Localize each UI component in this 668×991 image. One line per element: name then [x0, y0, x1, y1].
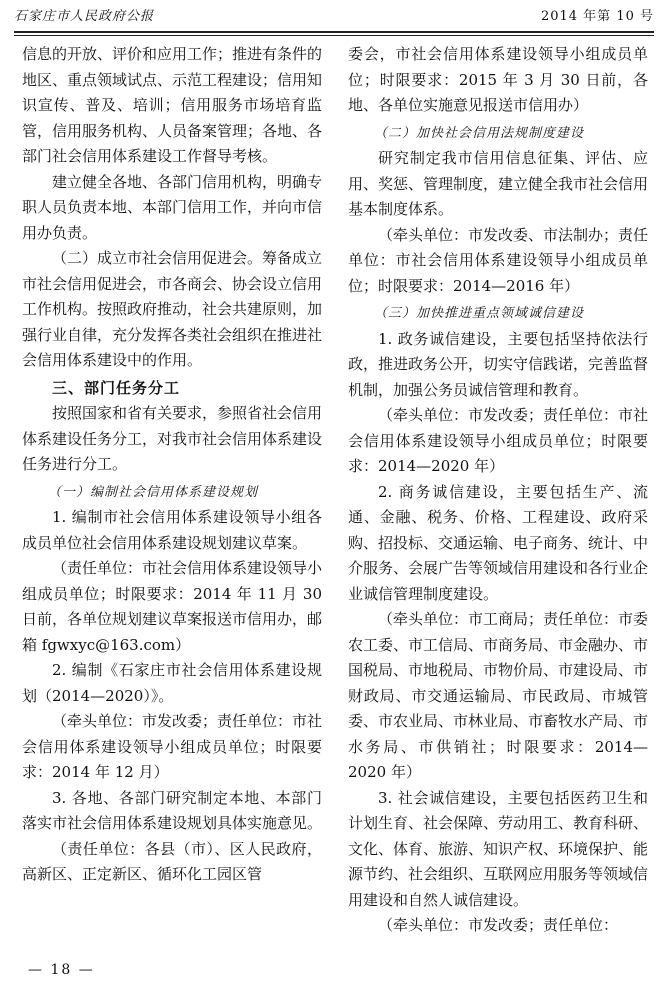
right-column	[348, 42, 648, 939]
paragraph: （责任单位：各县（市）、区人民政府，高新区、正定新区、循环化工园区管	[22, 839, 322, 883]
paragraph: （牵头单位：市发改委、市法制办；责任单位：市社会信用体系建设领导小组成员单位；时限要求：2014—2016 年）	[348, 225, 649, 295]
left-column	[22, 42, 322, 888]
paragraph: 2. 商务诚信建设，主要包括生产、流通、金融、税务、价格、工程建设、政府采购、招投标、交通运输、电子商务、统计、中介服务、会展广告等领域信用建设和各行业企业诚信管理制度建设。	[348, 482, 649, 603]
subsection-heading: （三）加快推进重点领域诚信建设	[374, 306, 585, 321]
paragraph: （牵头单位：市发改委；责任单位：市社会信用体系建设领导小组成员单位；时限要求：2014—2020 年）	[348, 406, 649, 475]
section-heading: 三、部门任务分工	[52, 378, 181, 397]
paragraph: 3. 各地、各部门研究制定本地、本部门落实市社会信用体系建设规划具体实施意见。	[22, 788, 323, 832]
header-rule-thick	[14, 31, 654, 33]
paragraph: 建立健全各地、各部门信用机构，明确专职人员负责本地、本部门信用工作，并向市信用办负责。	[22, 172, 323, 242]
paragraph: 2. 编制《石家庄市社会信用体系建设规划（2014—2020）》。	[22, 661, 322, 705]
paragraph: （责任单位：市社会信用体系建设领导小组成员单位；时限要求：2014 年 11 月 30 日前，各单位规划建议草案报送市信用办，邮箱 fgwxyc@163.com）	[22, 559, 323, 654]
running-header	[14, 4, 654, 30]
subsection-heading: （一）编制社会信用体系建设规划	[48, 484, 259, 500]
journal-title: 石家庄市人民政府公报	[14, 9, 155, 24]
header-rule-thin	[14, 35, 654, 36]
paragraph: 按照国家和省有关要求，参照省社会信用体系建设任务分工，对我市社会信用体系建设任务进行分工。	[22, 404, 323, 473]
paragraph: 3. 社会诚信建设，主要包括医药卫生和计划生育、社会保障、劳动用工、教育科研、文化、体育、旅游、知识产权、环境保护、能源节约、社会组织、互联网应用服务等领域信用建设和自然人诚信建设。	[348, 788, 649, 909]
paragraph: （牵头单位：市发改委；责任单位：市社会信用体系建设领导小组成员单位；时限要求：2014 年 12 月）	[22, 712, 323, 781]
paragraph: 委会，市社会信用体系建设领导小组成员单位；时限要求：2015 年 3 月 30 日前，各地、各单位实施意见报送市信用办）	[348, 45, 648, 114]
paragraph: （牵头单位：市工商局；责任单位：市委农工委、市工信局、市商务局、市金融办、市国税局、市地税局、市物价局、市建设局、市财政局、市交通运输局、市民政局、市城管委、市农业局、市林业局、市畜牧水产局、市水务局、市供销社；时限要求：2014—2020 年）	[348, 610, 649, 781]
paragraph: 信息的开放、评价和应用工作；推进有条件的地区、重点领域试点、示范工程建设；信用知识宣传、普及、培训；信用服务市场培育监管，信用服务机构、人员备案管理；各地、各部门社会信用体系建设工作督导考核。	[22, 45, 323, 165]
page-number: — 18 —	[28, 962, 95, 978]
subsection-heading: （二）加快社会信用法规制度建设	[374, 125, 585, 141]
paragraph: 1. 编制市社会信用体系建设领导小组各成员单位社会信用体系建设规划建议草案。	[22, 508, 322, 552]
paragraph: （二）成立市社会信用促进会。筹备成立市社会信用促进会，市各商会、协会设立信用工作机构。按照政府推动，社会共建原则，加强行业自律，充分发挥各类社会组织在推进社会信用体系建设中的作用。	[22, 249, 323, 369]
paragraph: 1. 政务诚信建设，主要包括坚持依法行政，推进政务公开，切实守信践诺，完善监督机制，加强公务员诚信管理和教育。	[348, 329, 649, 399]
paragraph: 研究制定我市信用信息征集、评估、应用、奖惩、管理制度，建立健全我市社会信用基本制度体系。	[348, 149, 649, 218]
paragraph: （牵头单位：市发改委；责任单位：	[378, 916, 619, 934]
issue-number: 2014 年第 10 号	[540, 9, 654, 24]
